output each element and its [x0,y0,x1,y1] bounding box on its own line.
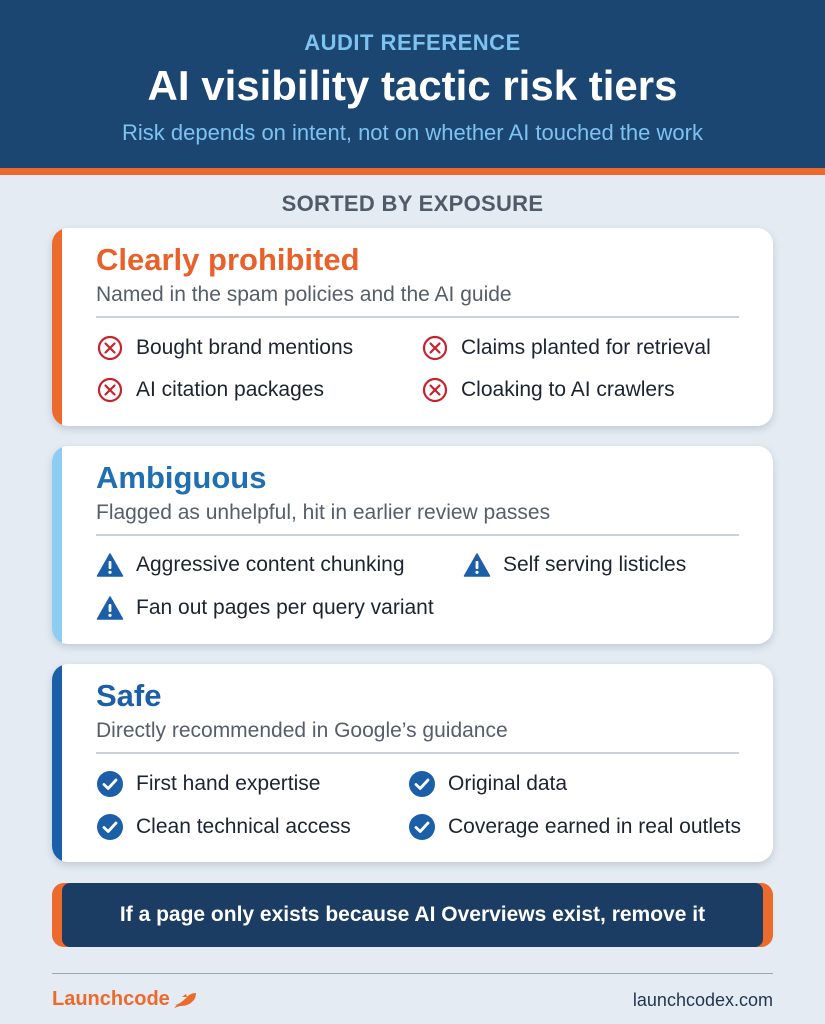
page-title: AI visibility tactic risk tiers [147,62,678,109]
check-circle-icon [408,770,436,798]
sort-label: SORTED BY EXPOSURE [281,191,544,216]
warning-triangle-icon [96,551,124,579]
tier-title: Clearly prohibited [96,242,360,277]
tier-title: Safe [96,678,162,713]
tier-item-label: Aggressive content chunking [136,553,405,576]
tier-title: Ambiguous [96,460,267,495]
tier-item-label: Original data [448,772,568,795]
brand-logo[interactable] [52,988,198,1011]
header-divider-stripe [0,168,825,175]
tier-item-label: Bought brand mentions [136,336,354,359]
warning-triangle-icon [96,594,124,622]
tier-item [96,333,353,363]
x-circle-icon [96,334,124,362]
tier-item [408,812,741,842]
warning-triangle-icon [463,551,491,579]
tier-item [421,375,675,405]
x-circle-icon [421,376,449,404]
tier-item-label: Coverage earned in real outlets [448,815,742,838]
check-circle-icon [96,770,124,798]
x-circle-icon [96,376,124,404]
callout-banner: If a page only exists because AI Overviews exist, remove it [62,883,763,947]
tier-accent-bar [52,228,62,426]
footer-divider [52,973,773,974]
rocket-icon [172,990,198,1010]
tier-item-label: Clean technical access [136,815,351,838]
tier-item [463,550,686,580]
tier-item [96,593,434,623]
tier-item-label: Cloaking to AI crawlers [461,378,675,401]
check-circle-icon [408,813,436,841]
tier-item [96,769,320,799]
tier-description: Named in the spam policies and the AI guide [96,283,512,306]
tier-divider [96,316,739,318]
tier-divider [96,752,739,754]
tier-description: Flagged as unhelpful, hit in earlier review passes [96,501,551,524]
tier-item [421,333,711,363]
tier-item-label: First hand expertise [136,772,321,795]
tier-card-prohibited [52,228,773,426]
tier-description: Directly recommended in Google’s guidance [96,719,508,742]
check-circle-icon [96,813,124,841]
tier-card-safe [52,664,773,862]
footer-url-link[interactable]: launchcodex.com [632,990,773,1010]
page-subtitle: Risk depends on intent, not on whether AI touched the work [122,120,703,145]
tier-card-ambiguous [52,446,773,644]
tier-item-label: Fan out pages per query variant [136,596,434,619]
tier-accent-bar [52,664,62,862]
tier-item [408,769,567,799]
tier-divider [96,534,739,536]
tier-item-label: Self serving listicles [503,553,687,576]
brand-name: Launchcode [52,988,170,1010]
x-circle-icon [421,334,449,362]
tier-accent-bar [52,446,62,644]
header-banner [0,0,825,168]
tier-item-label: Claims planted for retrieval [461,336,711,359]
tier-item [96,550,405,580]
tier-item-label: AI citation packages [136,378,324,401]
eyebrow-label: AUDIT REFERENCE [304,30,521,55]
tier-item [96,812,351,842]
tier-item [96,375,324,405]
